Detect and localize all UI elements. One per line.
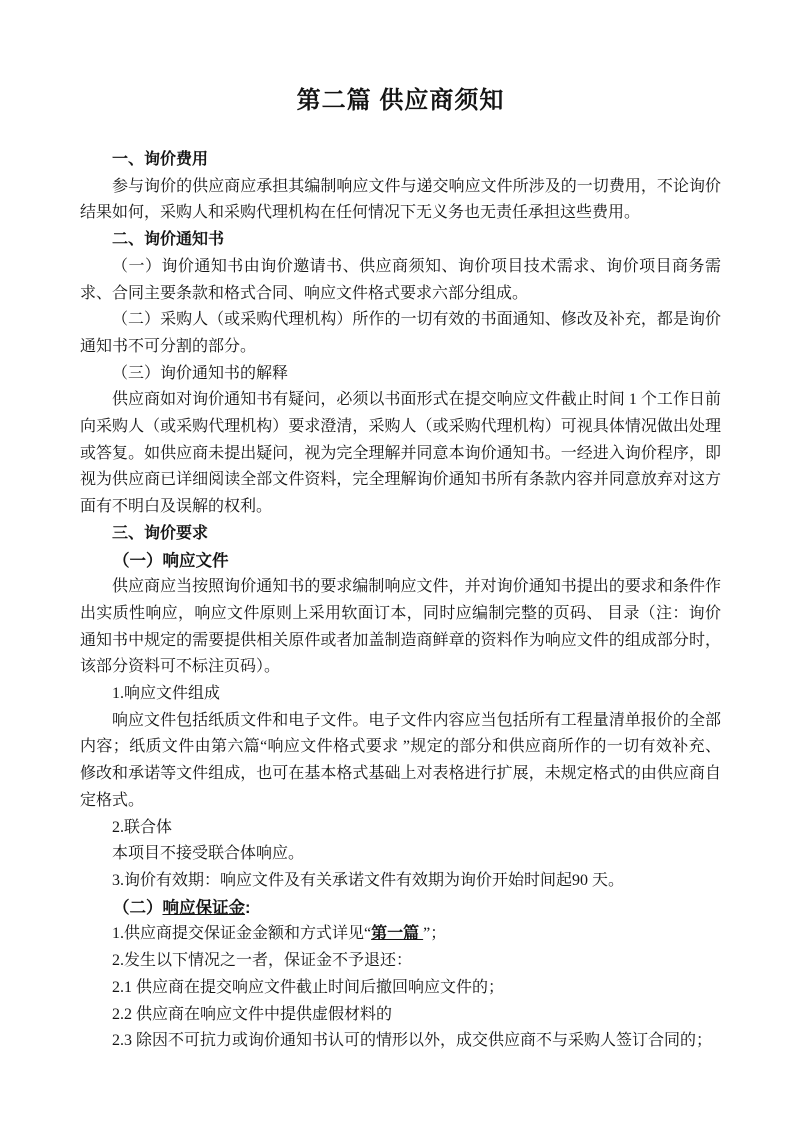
para-notice-composition: （一）询价通知书由询价邀请书、供应商须知、询价项目技术需求、询价项目商务需求、合同主要条款和格式合同、响应文件格式要求六部分组成。 bbox=[80, 257, 721, 302]
deposit-heading-underlined-text: 响应保证金 bbox=[162, 898, 245, 917]
para-validity-period: 3.询价有效期：响应文件及有关承诺文件有效期为询价开始时间起90 天。 bbox=[112, 871, 625, 889]
para-notice-amendments: （二）采购人（或采购代理机构）所作的一切有效的书面通知、修改及补充，都是询价通知书不可分割的部分。 bbox=[80, 311, 721, 355]
para-deposit-forfeit-intro: 2.发生以下情况之一者，保证金不予退还： bbox=[112, 952, 413, 970]
para-deposit-amount bbox=[80, 921, 721, 948]
heading-inquiry-fee: 一、询价费用 bbox=[112, 151, 209, 168]
para-notice-interpretation-title: （三）询价通知书的解释 bbox=[112, 364, 289, 382]
para-deposit-forfeit-2-3: 2.3 除因不可抗力或询价通知书认可的情形以外，成交供应商不与采购人签订合同的； bbox=[112, 1032, 713, 1050]
para-consortium: 本项目不接受联合体响应。 bbox=[112, 845, 305, 863]
para-deposit-forfeit-2-2: 2.2 供应商在响应文件中提供虚假材料的 bbox=[112, 1005, 393, 1023]
para-response-documents: 供应商应当按照询价通知书的要求编制响应文件，并对询价通知书提出的要求和条件作出实质性响应，响应文件原则上采用软面订本，同时应编制完整的页码、 目录（注：询价通知书中规定的需要提供相关原件或者加盖制造商鲜章的资料作为响应文件的组成部分时，该部分资料可不标注页码）。 bbox=[80, 578, 721, 676]
document-title: 第二篇 供应商须知 bbox=[296, 87, 505, 114]
deposit-amount-reference: 第一篇 bbox=[371, 925, 424, 943]
deposit-amount-suffix: ”； bbox=[423, 925, 447, 943]
subheading-response-deposit bbox=[80, 895, 721, 922]
para-deposit-forfeit-2-1: 2.1 供应商在提交响应文件截止时间后撤回响应文件的； bbox=[112, 978, 505, 996]
para-response-doc-composition: 响应文件包括纸质文件和电子文件。电子文件内容应当包括所有工程量清单报价的全部内容；纸质文件由第六篇“响应文件格式要求 ”规定的部分和供应商所作的一切有效补充、修改和承诺等文件组成，也可在基本格式基础上对表格进行扩展，未规定格式的由供应商自定格式。 bbox=[80, 711, 721, 809]
subheading-response-documents: （一）响应文件 bbox=[113, 551, 229, 570]
deposit-amount-prefix: 1.供应商提交保证金金额和方式详见“ bbox=[112, 925, 372, 943]
deposit-heading-colon: : bbox=[245, 898, 251, 917]
para-inquiry-fee: 参与询价的供应商应承担其编制响应文件与递交响应文件所涉及的一切费用，不论询价结果如何，采购人和采购代理机构在任何情况下无义务也无责任承担这些费用。 bbox=[80, 177, 721, 222]
para-response-doc-composition-title: 1.响应文件组成 bbox=[112, 685, 221, 703]
heading-inquiry-notice: 二、询价通知书 bbox=[112, 231, 225, 249]
deposit-heading-prefix: （二） bbox=[113, 898, 163, 917]
para-notice-interpretation: 供应商如对询价通知书有疑问，必须以书面形式在提交响应文件截止时间 1 个工作日前向采购人（或采购代理机构）要求澄清，采购人（或采购代理机构）可视具体情况做出处理或答复。如供应商未提出疑问，视为完全理解并同意本询价通知书。一经进入询价程序，即视为供应商已详细阅读全部文件资料，完全理解询价通知书所有条款内容并同意放弃对这方面有不明白及误解的权利。 bbox=[80, 391, 721, 516]
heading-inquiry-requirements: 三、询价要求 bbox=[112, 524, 209, 542]
para-consortium-title: 2.联合体 bbox=[112, 818, 173, 836]
